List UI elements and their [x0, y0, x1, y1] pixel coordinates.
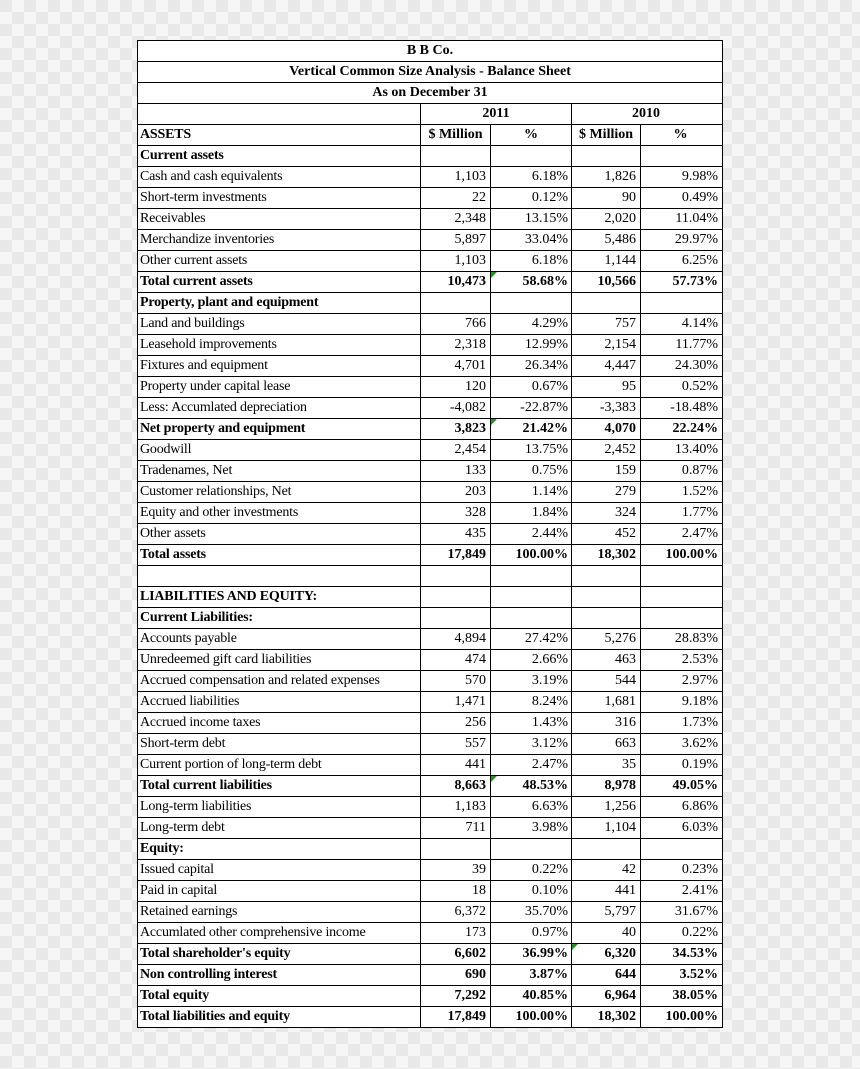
row-value-v2: -3,383	[572, 398, 641, 418]
report-date: As on December 31	[138, 83, 722, 104]
row-value-p1: 3.19%	[491, 671, 572, 691]
table-row	[138, 419, 722, 440]
row-value-p2: 57.73%	[672, 274, 718, 289]
row-value-v1	[421, 608, 491, 628]
row-value-v1: 441	[421, 755, 491, 775]
row-value-p1: 27.42%	[491, 629, 572, 649]
row-value-p1: -22.87%	[491, 398, 572, 418]
row-value-v2: 2,020	[572, 209, 641, 229]
row-value-v1: 690	[421, 965, 491, 985]
row-value-v2	[572, 587, 641, 607]
row-value-v1: -4,082	[421, 398, 491, 418]
row-value-p2: 1.52%	[681, 484, 718, 499]
row-value-p1: 2.44%	[491, 524, 572, 544]
row-label: Merchandize inventories	[138, 230, 421, 250]
row-value-p1: 3.98%	[491, 818, 572, 838]
row-value-p1	[491, 293, 572, 313]
row-value-v1: 6,602	[421, 944, 491, 964]
row-value-v2: 5,276	[572, 629, 641, 649]
row-label: Non controlling interest	[138, 965, 421, 985]
row-value-p2: 4.14%	[681, 316, 718, 331]
row-value-p1	[491, 587, 572, 607]
row-value-v2: 279	[572, 482, 641, 502]
row-value-p1: 35.70%	[491, 902, 572, 922]
table-row	[138, 188, 722, 209]
table-row	[138, 902, 722, 923]
row-label: Cash and cash equivalents	[138, 167, 421, 187]
row-value-v2: 324	[572, 503, 641, 523]
year-header-row	[138, 104, 722, 125]
row-value-p1	[491, 839, 572, 859]
row-value-v2: 4,447	[572, 356, 641, 376]
row-value-v1: 120	[421, 377, 491, 397]
row-value-v1: 173	[421, 923, 491, 943]
row-value-p2: 0.49%	[681, 190, 718, 205]
row-value-v2: 8,978	[572, 776, 641, 796]
row-value-p2: 1.73%	[681, 715, 718, 730]
row-value-p2: 0.23%	[681, 862, 718, 877]
row-label: Property under capital lease	[138, 377, 421, 397]
row-value-p2: 34.53%	[672, 946, 718, 961]
row-label: Other current assets	[138, 251, 421, 271]
row-value-p2: 29.97%	[674, 232, 718, 247]
row-value-p2: 0.87%	[681, 463, 718, 478]
row-value-p1: 3.87%	[491, 965, 572, 985]
row-label: Short-term investments	[138, 188, 421, 208]
table-row	[138, 839, 722, 860]
table-row	[138, 356, 722, 377]
table-row	[138, 482, 722, 503]
row-label	[138, 566, 421, 586]
row-value-v1: 474	[421, 650, 491, 670]
row-value-p1: 13.15%	[491, 209, 572, 229]
row-value-v2: 544	[572, 671, 641, 691]
row-value-v1: 203	[421, 482, 491, 502]
row-value-v1: 256	[421, 713, 491, 733]
row-label: Current assets	[138, 146, 421, 166]
report-title: Vertical Common Size Analysis - Balance Sheet	[138, 62, 722, 83]
row-value-p1: 100.00%	[491, 545, 572, 565]
table-row	[138, 860, 722, 881]
row-label: Equity:	[138, 839, 421, 859]
table-row	[138, 965, 722, 986]
row-value-p2: 6.25%	[681, 253, 718, 268]
row-value-v2: 1,256	[572, 797, 641, 817]
table-row	[138, 944, 722, 965]
row-value-v1: 4,894	[421, 629, 491, 649]
table-row	[138, 608, 722, 629]
row-value-p2: -18.48%	[670, 400, 718, 415]
row-value-p1: %	[491, 125, 572, 145]
row-value-p2: 1.77%	[681, 505, 718, 520]
row-label: Accrued income taxes	[138, 713, 421, 733]
row-value-p1: 0.67%	[491, 377, 572, 397]
year-header-blank	[138, 104, 421, 124]
row-value-p1: 100.00%	[491, 1007, 572, 1027]
row-value-v2: 40	[572, 923, 641, 943]
table-row	[138, 167, 722, 188]
row-value-p1: 2.66%	[491, 650, 572, 670]
row-value-v1: 435	[421, 524, 491, 544]
row-label: Net property and equipment	[138, 419, 421, 439]
row-value-v2: 1,144	[572, 251, 641, 271]
row-label: Current portion of long-term debt	[138, 755, 421, 775]
row-value-v2: 4,070	[572, 419, 641, 439]
row-value-v2	[572, 566, 641, 586]
row-value-p2: 2.97%	[681, 673, 718, 688]
table-row	[138, 671, 722, 692]
row-value-v2: 663	[572, 734, 641, 754]
row-value-v2: 1,681	[572, 692, 641, 712]
row-label: Total current liabilities	[138, 776, 421, 796]
table-row	[138, 293, 722, 314]
row-value-p2: 31.67%	[674, 904, 718, 919]
row-value-v2: 159	[572, 461, 641, 481]
row-value-p1: 36.99%	[491, 944, 572, 964]
row-value-p1: 48.53%	[491, 776, 572, 796]
row-value-v1: 1,471	[421, 692, 491, 712]
row-value-p2: 13.40%	[674, 442, 718, 457]
row-label: Fixtures and equipment	[138, 356, 421, 376]
row-value-v1: 17,849	[421, 545, 491, 565]
row-label: Accrued liabilities	[138, 692, 421, 712]
table-row	[138, 503, 722, 524]
row-value-v2	[572, 146, 641, 166]
row-value-v1	[421, 587, 491, 607]
row-value-p2: 2.41%	[681, 883, 718, 898]
row-value-p1: 2.47%	[491, 755, 572, 775]
row-value-p1: 8.24%	[491, 692, 572, 712]
row-label: Long-term debt	[138, 818, 421, 838]
table-row	[138, 692, 722, 713]
row-label: Total assets	[138, 545, 421, 565]
row-value-v1	[421, 293, 491, 313]
row-value-p1: 58.68%	[491, 272, 572, 292]
row-value-v2: 5,797	[572, 902, 641, 922]
row-value-p1: 21.42%	[491, 419, 572, 439]
row-value-v1: 2,454	[421, 440, 491, 460]
row-value-p2: 2.47%	[681, 526, 718, 541]
row-value-p2: 3.62%	[681, 736, 718, 751]
row-value-p1: 6.18%	[491, 167, 572, 187]
row-value-p1: 13.75%	[491, 440, 572, 460]
row-label: Unredeemed gift card liabilities	[138, 650, 421, 670]
table-row	[138, 1007, 722, 1027]
row-value-v1: 18	[421, 881, 491, 901]
row-value-v1: 1,183	[421, 797, 491, 817]
table-row	[138, 146, 722, 167]
table-row	[138, 566, 722, 587]
table-body	[138, 125, 722, 1027]
row-value-p2: 22.24%	[672, 421, 718, 436]
row-label: Current Liabilities:	[138, 608, 421, 628]
row-value-v1: 766	[421, 314, 491, 334]
row-value-p2	[641, 146, 720, 166]
row-value-v1: 1,103	[421, 251, 491, 271]
row-value-v2: 5,486	[572, 230, 641, 250]
company-name: B B Co.	[138, 41, 722, 62]
row-value-v2: 2,154	[572, 335, 641, 355]
table-row	[138, 377, 722, 398]
row-label: Accumlated other comprehensive income	[138, 923, 421, 943]
row-value-p1: 0.12%	[491, 188, 572, 208]
row-value-v2: 1,104	[572, 818, 641, 838]
row-value-p2	[641, 566, 720, 586]
row-value-v2: 90	[572, 188, 641, 208]
row-label: Goodwill	[138, 440, 421, 460]
row-value-p1: 0.75%	[491, 461, 572, 481]
row-value-p2: %	[673, 127, 688, 142]
balance-sheet-table	[137, 40, 723, 1028]
row-value-v1: 22	[421, 188, 491, 208]
table-row	[138, 398, 722, 419]
row-value-p1: 0.10%	[491, 881, 572, 901]
row-value-v1: 1,103	[421, 167, 491, 187]
row-value-p2: 0.19%	[681, 757, 718, 772]
row-label: Property, plant and equipment	[138, 293, 421, 313]
row-value-p1: 26.34%	[491, 356, 572, 376]
row-label: Tradenames, Net	[138, 461, 421, 481]
table-row	[138, 797, 722, 818]
row-label: Leasehold improvements	[138, 335, 421, 355]
row-value-v2	[572, 293, 641, 313]
row-value-p1: 3.12%	[491, 734, 572, 754]
row-value-p2	[641, 608, 720, 628]
table-row	[138, 881, 722, 902]
table-row	[138, 335, 722, 356]
row-value-v2: 35	[572, 755, 641, 775]
row-value-p1: 1.43%	[491, 713, 572, 733]
row-label: Customer relationships, Net	[138, 482, 421, 502]
row-value-v2	[572, 839, 641, 859]
row-value-p2: 49.05%	[672, 778, 718, 793]
row-value-p2: 100.00%	[665, 547, 718, 562]
table-row	[138, 986, 722, 1007]
row-value-v2: 452	[572, 524, 641, 544]
row-value-v1: 711	[421, 818, 491, 838]
table-row	[138, 755, 722, 776]
row-value-p1: 40.85%	[491, 986, 572, 1006]
row-value-p2: 6.86%	[681, 799, 718, 814]
table-row	[138, 545, 722, 566]
row-value-p1: 1.14%	[491, 482, 572, 502]
row-value-p2	[641, 293, 720, 313]
table-row	[138, 209, 722, 230]
row-value-p1: 4.29%	[491, 314, 572, 334]
row-label: Long-term liabilities	[138, 797, 421, 817]
row-label: Accounts payable	[138, 629, 421, 649]
row-label: Receivables	[138, 209, 421, 229]
row-label: Equity and other investments	[138, 503, 421, 523]
row-value-v1: 39	[421, 860, 491, 880]
row-value-p1	[491, 566, 572, 586]
row-value-v2: 10,566	[572, 272, 641, 292]
row-label: Land and buildings	[138, 314, 421, 334]
row-value-v2: $ Million	[572, 125, 641, 145]
row-value-p2	[641, 587, 720, 607]
row-value-p1: 0.97%	[491, 923, 572, 943]
table-row	[138, 734, 722, 755]
row-value-v1: 2,318	[421, 335, 491, 355]
table-row	[138, 629, 722, 650]
table-row	[138, 713, 722, 734]
table-row	[138, 230, 722, 251]
row-value-v2: 18,302	[572, 1007, 641, 1027]
table-row	[138, 524, 722, 545]
table-row	[138, 440, 722, 461]
table-row	[138, 314, 722, 335]
year-2011: 2011	[421, 104, 572, 124]
row-label: Total liabilities and equity	[138, 1007, 421, 1027]
row-label: Issued capital	[138, 860, 421, 880]
row-value-v1: 557	[421, 734, 491, 754]
row-value-v1: 570	[421, 671, 491, 691]
row-value-v1: 7,292	[421, 986, 491, 1006]
row-value-v1: $ Million	[421, 125, 491, 145]
row-value-v2: 644	[572, 965, 641, 985]
row-value-v2: 2,452	[572, 440, 641, 460]
row-value-p1: 6.18%	[491, 251, 572, 271]
row-value-p2: 11.04%	[675, 211, 718, 226]
row-label: LIABILITIES AND EQUITY:	[138, 587, 421, 607]
row-value-p2	[641, 839, 720, 859]
row-value-v1: 3,823	[421, 419, 491, 439]
row-value-v2: 441	[572, 881, 641, 901]
row-value-v2: 18,302	[572, 545, 641, 565]
row-value-p2: 2.53%	[681, 652, 718, 667]
row-value-v1	[421, 839, 491, 859]
table-row	[138, 587, 722, 608]
row-value-p1	[491, 608, 572, 628]
row-value-v1: 8,663	[421, 776, 491, 796]
row-label: Accrued compensation and related expenses	[138, 671, 421, 691]
row-label: Paid in capital	[138, 881, 421, 901]
row-value-v2: 6,320	[572, 944, 641, 964]
table-row	[138, 251, 722, 272]
row-value-p1	[491, 146, 572, 166]
row-value-p2: 11.77%	[675, 337, 718, 352]
table-row	[138, 818, 722, 839]
row-value-v1: 4,701	[421, 356, 491, 376]
row-value-p2: 3.52%	[679, 967, 718, 982]
row-value-v1	[421, 146, 491, 166]
row-label: Total equity	[138, 986, 421, 1006]
row-value-v1: 6,372	[421, 902, 491, 922]
row-value-p2: 38.05%	[672, 988, 718, 1003]
year-2010: 2010	[632, 106, 660, 121]
row-value-p2: 24.30%	[674, 358, 718, 373]
table-row	[138, 923, 722, 944]
row-value-v1: 328	[421, 503, 491, 523]
row-label: Other assets	[138, 524, 421, 544]
row-value-p2: 28.83%	[674, 631, 718, 646]
table-row	[138, 272, 722, 293]
row-value-p2: 100.00%	[665, 1009, 718, 1024]
row-value-p2: 9.18%	[681, 694, 718, 709]
row-value-v1: 5,897	[421, 230, 491, 250]
row-value-p1: 12.99%	[491, 335, 572, 355]
table-row	[138, 461, 722, 482]
row-label: Total shareholder's equity	[138, 944, 421, 964]
row-label: Short-term debt	[138, 734, 421, 754]
row-value-p1: 33.04%	[491, 230, 572, 250]
row-label: Total current assets	[138, 272, 421, 292]
row-value-v1: 2,348	[421, 209, 491, 229]
row-value-v1: 133	[421, 461, 491, 481]
row-value-v2	[572, 608, 641, 628]
row-value-p1: 6.63%	[491, 797, 572, 817]
row-label: Retained earnings	[138, 902, 421, 922]
row-value-v2: 316	[572, 713, 641, 733]
row-value-v1	[421, 566, 491, 586]
row-value-p2: 9.98%	[681, 169, 718, 184]
row-value-v2: 463	[572, 650, 641, 670]
row-value-v2: 757	[572, 314, 641, 334]
row-value-v2: 1,826	[572, 167, 641, 187]
row-value-v2: 6,964	[572, 986, 641, 1006]
row-value-v1: 10,473	[421, 272, 491, 292]
row-value-p2: 6.03%	[681, 820, 718, 835]
row-value-p1: 1.84%	[491, 503, 572, 523]
row-label: ASSETS	[138, 125, 421, 145]
row-value-v1: 17,849	[421, 1007, 491, 1027]
table-row	[138, 125, 722, 146]
row-value-p2: 0.22%	[681, 925, 718, 940]
row-value-p2: 0.52%	[681, 379, 718, 394]
row-value-v2: 42	[572, 860, 641, 880]
row-value-p1: 0.22%	[491, 860, 572, 880]
table-row	[138, 650, 722, 671]
table-row	[138, 776, 722, 797]
row-label: Less: Accumlated depreciation	[138, 398, 421, 418]
row-value-v2: 95	[572, 377, 641, 397]
